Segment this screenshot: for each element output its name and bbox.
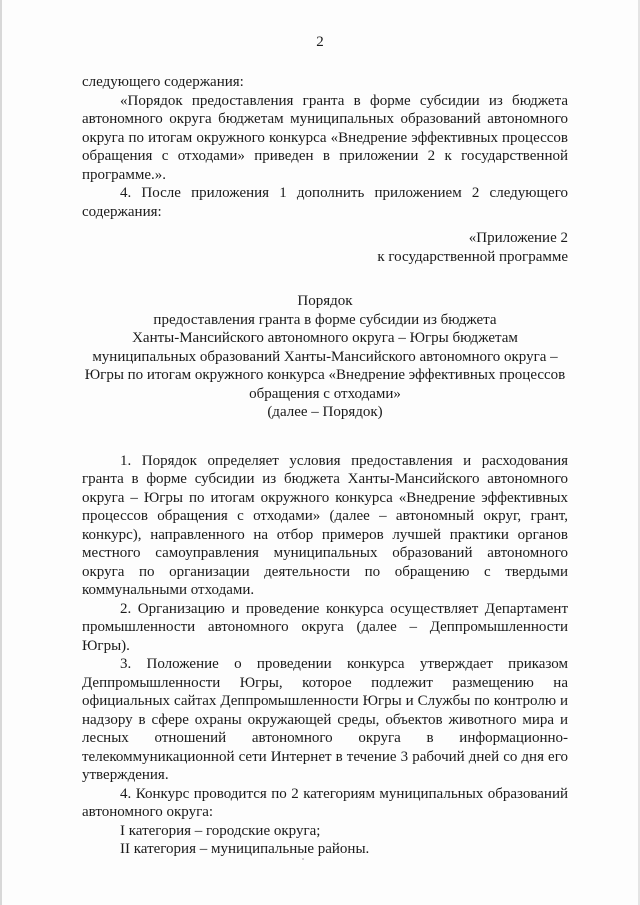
quote-paragraph: «Порядок предоставления гранта в форме субсидии из бюджета автономного округа бюджетам муниципальных образований автономного округа по итогам окружного конкурса «Внедрение эффективных процессов обращения с отходами» приведен в приложении 2 к государственной программе.». [82,92,568,183]
appendix-label: «Приложение 2 [468,230,568,246]
title-heading: Порядок [297,293,353,309]
document-body [82,73,568,859]
appendix-sublabel: к государственной программе [377,248,568,265]
page-number: 2 [316,34,324,50]
category-item: I категория – городские округа; [120,822,321,839]
scan-speck [302,858,304,860]
title-line: Ханты-Мансийского автономного округа – Югры бюджетам [132,330,518,346]
clause-1: 1. Порядок определяет условия предоставления и расходования гранта в форме субсидии из бюджета Ханты-Мансийского автономного округа – Югры по итогам окружного конкурса «Внедрение эффективных процессов обращения с отходами» (далее – автономный округ, грант, конкурс), направленного на отбор примеров лучшей практики органов местного самоуправления муниципальных образований автономного округа по организации деятельности по обращению с твердыми коммунальными отходами. [82,452,568,598]
title-line: муниципальных образований Ханты-Мансийского автономного округа – [92,348,558,365]
clause-3: 3. Положение о проведении конкурса утверждает приказом Деппромышленности Югры, которое подлежит размещению на официальных сайтах Деппромышленности Югры и Службы по контролю и надзору в сфере охраны окружающей среды, объектов животного мира и лесных отношений автономного округа в информационно-телекоммуникационной сети Интернет в течение 3 рабочий дней со дня его утверждения. [82,656,568,783]
title-line: предоставления гранта в форме субсидии из бюджета [153,311,497,328]
intro-line: следующего содержания: [82,74,244,90]
title-line: (далее – Порядок) [267,404,383,420]
item-4-paragraph: 4. После приложения 1 дополнить приложением 2 следующего содержания: [82,185,568,220]
category-item: II категория – муниципальные районы. [120,841,370,857]
scan-edge-left [0,0,2,905]
clause-2: 2. Организацию и проведение конкурса осуществляет Департамент промышленности автономного округа (далее – Деппромышленности Югры). [82,600,568,654]
document-title [82,292,568,422]
title-line: Югры по итогам окружного конкурса «Внедрение эффективных процессов [84,367,566,383]
clause-4: 4. Конкурс проводится по 2 категориям муниципальных образований автономного округа: [82,785,568,820]
title-line: обращения с отходами» [249,385,401,402]
